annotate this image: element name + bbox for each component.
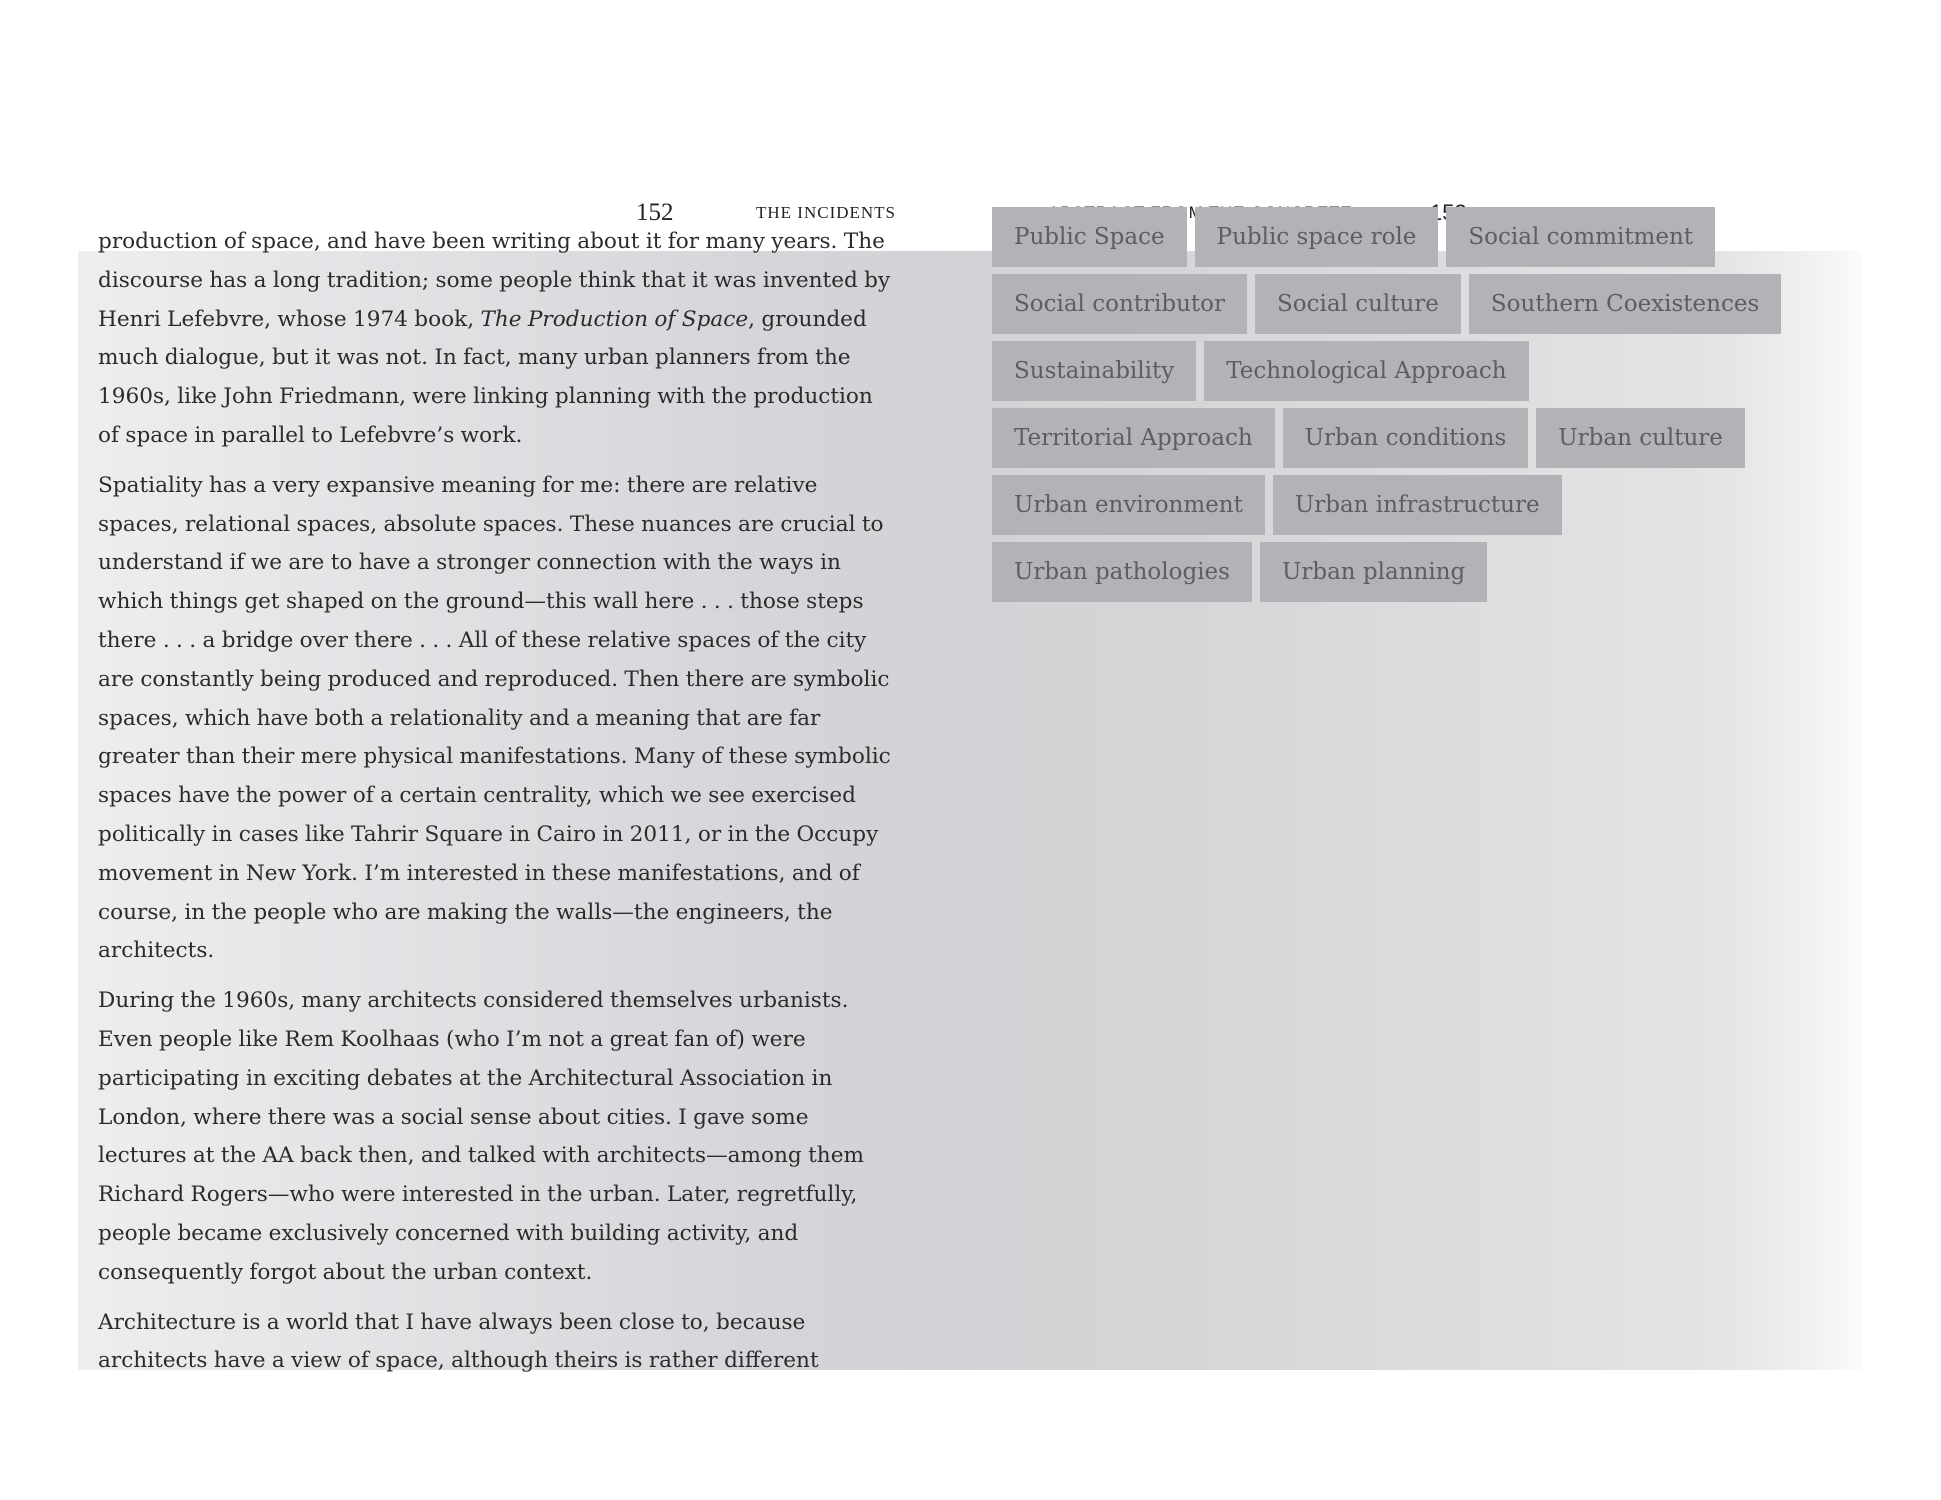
tag-urban-infrastructure: Urban infrastructure [1273,475,1562,535]
tag-sustainability: Sustainability [992,341,1196,401]
tag-urban-conditions: Urban conditions [1283,408,1529,468]
tag-technological-approach: Technological Approach [1204,341,1528,401]
tag-social-culture: Social culture [1255,274,1461,334]
paragraph-1 [98,223,898,456]
left-page-number: 152 [636,199,674,226]
tag-territorial-approach: Territorial Approach [992,408,1275,468]
book-title-italic: The Production of Space [480,306,749,332]
keyword-tag-cloud [992,207,1892,609]
tag-urban-culture: Urban culture [1536,408,1745,468]
paragraph-2: Spatiality has a very expansive meaning for me: there are relative spaces, relational spaces, absolute spaces. These nuances are crucial to understand if we are to have a stronger connection with the ways in which things get shaped on the ground—this wall here . . . those steps there . . . a bridge over there . . . All of these relative spaces of the city are constantly being produced and reproduced. Then there are symbolic spaces, which have both a relationality and a meaning that are far greater than their mere physical manifestations. Many of these symbolic spaces have the power of a certain centrality, which we see exercised politically in cases like Tahrir Square in Cairo in 2011, or in the Occupy movement in New York. I’m interested in these manifestations, and of course, in the people who are making the walls—the engineers, the architects. [98,472,891,964]
tag-row [992,475,1892,535]
tag-public-space: Public Space [992,207,1187,267]
tag-urban-pathologies: Urban pathologies [992,542,1252,602]
paragraph-1-cut-line: production of space, and have been writing about it for many years. [98,229,838,254]
paragraph-1-text-end: , grounded much dialogue, but it was not. In fact, many urban planners from the 1960s, like John Friedmann, were linking planning with the production of space in parallel to Lefebvre’s work. [98,306,873,448]
tag-social-commitment: Social commitment [1446,207,1715,267]
paragraph-3: During the 1960s, many architects considered themselves urbanists. Even people like Rem Koolhaas (who I’m not a great fan of) were participating in exciting debates at the Architectural Association in London, where there was a social sense about cities. I gave some lectures at the AA back then, and talked with architects—among them Richard Rogers—who were interested in the urban. Later, regretfully, people became exclusively concerned with building activity, and consequently forgot about the urban context. [98,988,864,1285]
paragraph-4: Architecture is a world that I have always been close to, because architects have a view of space, although theirs is rather different [98,1309,819,1374]
left-running-title: THE INCIDENTS [756,203,897,222]
tag-public-space-role: Public space role [1195,207,1439,267]
tag-urban-planning: Urban planning [1260,542,1487,602]
tag-row [992,274,1892,334]
tag-row [992,207,1892,267]
tag-row [992,542,1892,602]
tag-row [992,408,1892,468]
left-page-body-text [98,223,898,1392]
tag-urban-environment: Urban environment [992,475,1265,535]
tag-social-contributor: Social contributor [992,274,1247,334]
tag-southern-coexistences: Southern Coexistences [1469,274,1781,334]
tag-row [992,341,1892,401]
paragraph-1-text-start: The discourse has a long tradition; some people think that it was invented by Henri Lefebvre, whose 1974 book, [98,229,891,332]
page-spread [78,224,1862,1374]
